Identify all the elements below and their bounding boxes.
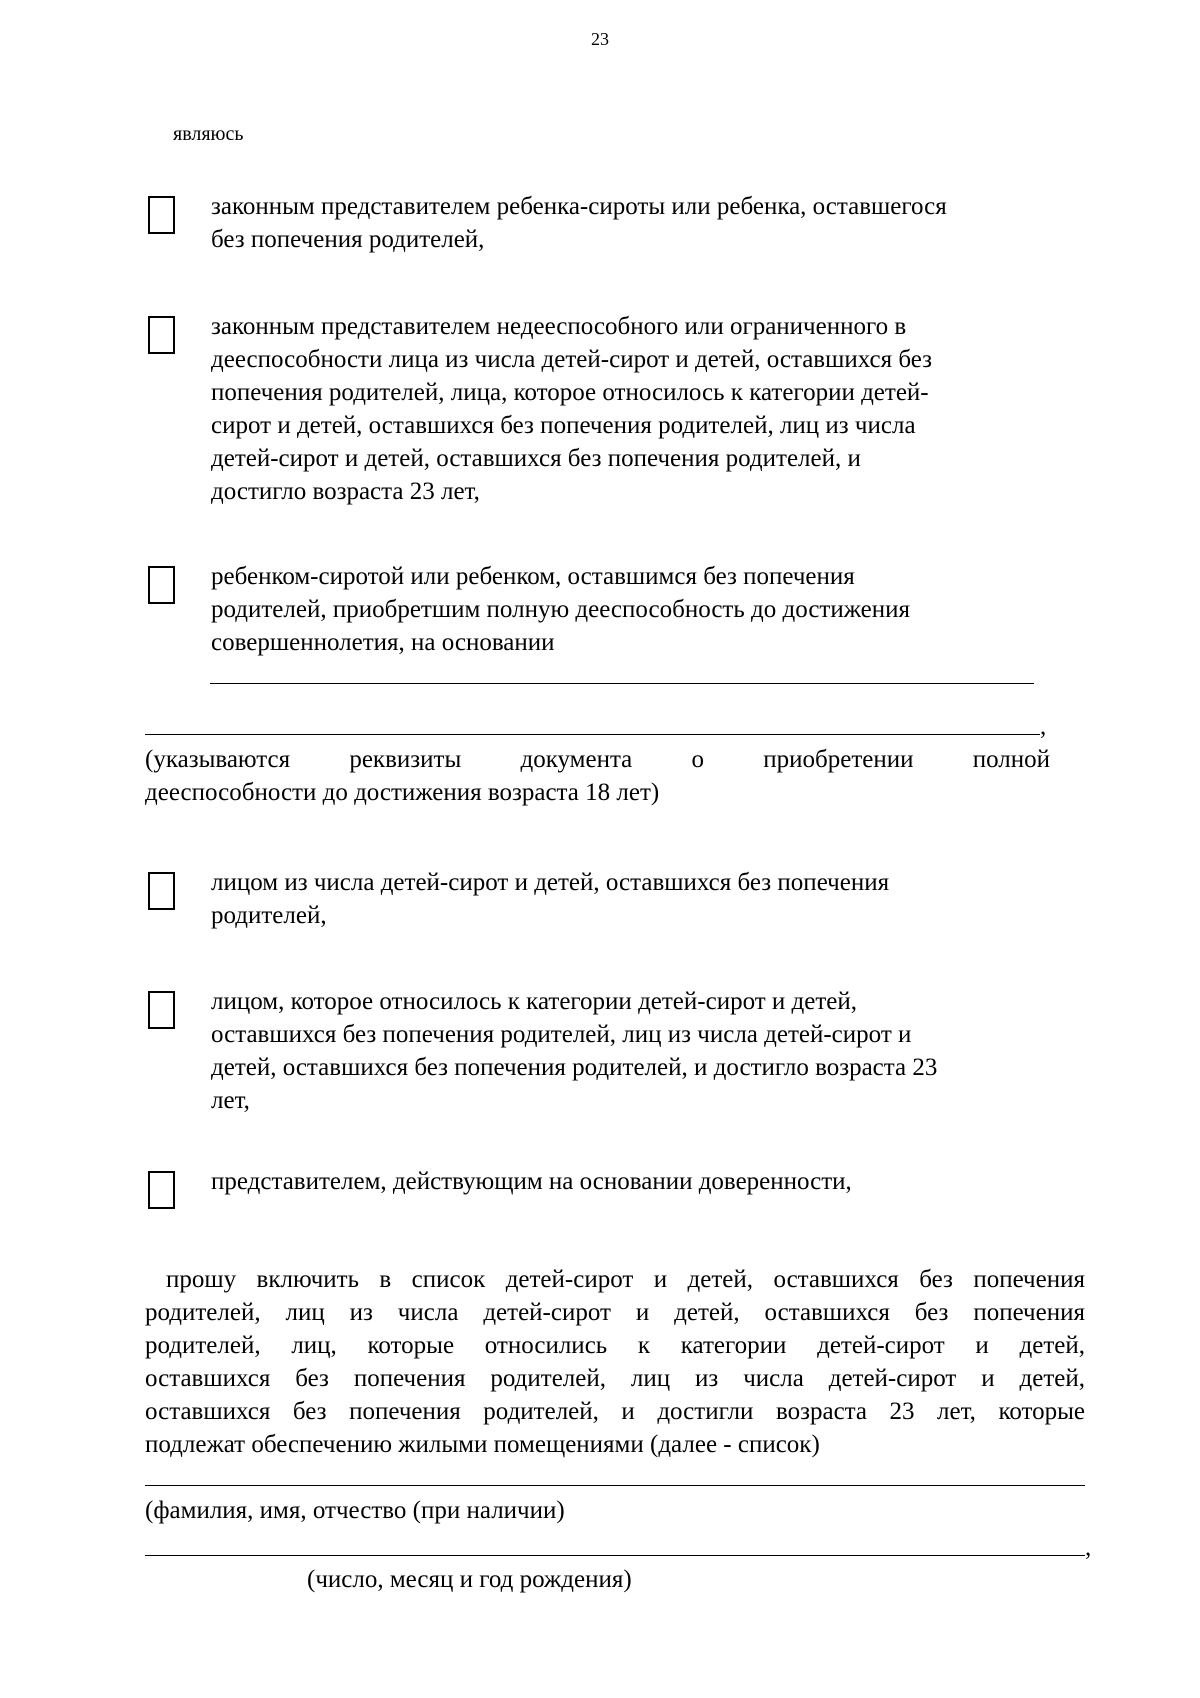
option-text [211, 310, 1041, 508]
full-name-line[interactable] [145, 1485, 1085, 1486]
option-text-line: дееспособности лица из числа детей-сирот и детей, оставшихся без [211, 346, 933, 373]
request-line: родителей, лиц из числа детей-сирот и детей, оставшихся без попечения [145, 1299, 1085, 1326]
option-text [211, 560, 1041, 659]
page-number: 23 [591, 29, 609, 49]
status-checkbox[interactable] [148, 1171, 175, 1209]
option-text-line: детей-сирот и детей, оставшихся без попечения родителей, и [211, 445, 861, 472]
request-paragraph [145, 1263, 1085, 1461]
document-details-line-1[interactable] [210, 683, 1034, 684]
document-details-hint-line-1: (указываются реквизиты документа о приобретении полной [145, 746, 1050, 773]
option-text-line: ребенком-сиротой или ребенком, оставшимся без попечения [211, 563, 855, 590]
request-line: оставшихся без попечения родителей, лиц из числа детей-сирот и детей, [145, 1365, 1085, 1392]
status-checkbox[interactable] [148, 566, 175, 604]
option-text-line: законным представителем недееспособного или ограниченного в [211, 313, 907, 340]
request-line: подлежат обеспечению жилыми помещениями (далее - список) [145, 1431, 820, 1458]
option-text [211, 866, 1041, 932]
lead-word: являюсь [173, 123, 244, 145]
option-text-line: без попечения родителей, [211, 226, 485, 253]
option-text-line: лицом, которое относилось к категории детей-сирот и детей, [211, 988, 858, 1015]
request-line: родителей, лиц, которые относились к категории детей-сирот и детей, [145, 1332, 1085, 1359]
option-text [211, 985, 1041, 1117]
request-line: оставшихся без попечения родителей, и достигли возраста 23 лет, которые [145, 1398, 1085, 1425]
document-details-hint-line-2: дееспособности до достижения возраста 18 лет) [145, 779, 660, 806]
option-text-line: сирот и детей, оставшихся без попечения родителей, лиц из числа [211, 412, 916, 439]
option-text [211, 1165, 1041, 1198]
request-line: прошу включить в список детей-сирот и детей, оставшихся без попечения [166, 1266, 1085, 1293]
option-text-line: родителей, [211, 902, 327, 929]
option-text-line: родителей, приобретшим полную дееспособность до достижения [211, 596, 911, 623]
option-text-line: законным представителем ребенка-сироты или ребенка, оставшегося [211, 193, 947, 220]
status-checkbox[interactable] [148, 991, 175, 1029]
status-checkbox[interactable] [148, 316, 175, 354]
birth-date-hint: (число, месяц и год рождения) [307, 1566, 632, 1593]
document-details-line-2[interactable] [145, 734, 1040, 735]
option-text-line: оставшихся без попечения родителей, лиц из числа детей-сирот и [211, 1021, 912, 1048]
option-text [211, 190, 1041, 256]
option-text-line: лет, [211, 1087, 250, 1114]
birth-date-comma: , [1085, 1534, 1092, 1561]
option-text-line: достигло возраста 23 лет, [211, 478, 480, 505]
option-text-line: совершеннолетия, на основании [211, 629, 555, 656]
birth-date-line[interactable] [145, 1555, 1085, 1556]
option-text-line: детей, оставшихся без попечения родителей, и достигло возраста 23 [211, 1054, 938, 1081]
option-text-line: представителем, действующим на основании доверенности, [211, 1168, 852, 1195]
option-text-line: попечения родителей, лица, которое относилось к категории детей- [211, 379, 929, 406]
document-details-comma: , [1040, 713, 1047, 740]
option-text-line: лицом из числа детей-сирот и детей, оставшихся без попечения [211, 869, 890, 896]
status-checkbox[interactable] [148, 196, 175, 234]
full-name-hint: (фамилия, имя, отчество (при наличии) [145, 1497, 565, 1524]
status-checkbox[interactable] [148, 872, 175, 910]
